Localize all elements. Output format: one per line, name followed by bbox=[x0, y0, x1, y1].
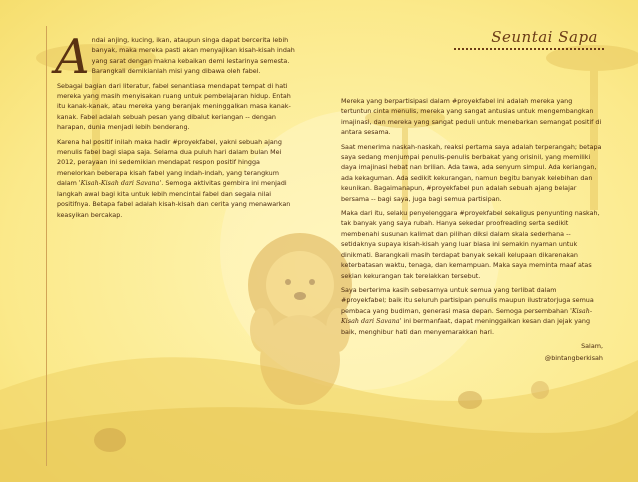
paragraph: Maka dari itu, selaku penyelenggara #proyekfabel sekaligus penyunting naskah, tak banyak yang saya rubah. Hanya sekedar proofreading serta sedikit membenahi susunan kalimat dan pilihan diksi dalam skala sederhana -- setidaknya supaya kisah-kisah yang luar biasa ini semakin nyaman untuk dinikmati. Barangkali masih terdapat banyak sekali kelupaan dikarenakan keterbatasan waktu, tenaga, dan kemampuan. Maka saya meminta maaf atas sekian kekurangan tak terelakkan tersebut. bbox=[341, 209, 600, 280]
paragraph bbox=[57, 137, 297, 220]
paragraph bbox=[341, 285, 603, 337]
paragraph-text: Saya berterima kasih sebesarnya untuk semua yang terlibat dalam #proyekfabel; baik itu seluruh partisipan penulis maupun ilustratorjuga semua pembaca yang budiman, generasi masa depan. Semoga persembahan bbox=[341, 285, 594, 315]
intro-paragraph bbox=[55, 29, 297, 85]
drop-cap: A bbox=[55, 29, 90, 85]
signature: @bintangberkisah bbox=[544, 354, 603, 363]
book-title: 'Kisah-Kisah dari Savana' bbox=[78, 179, 162, 188]
book-title: 'Kisah-Kisah dari Savana' bbox=[341, 306, 593, 326]
paragraph-tail: ini bermanfaat, dapat meninggalkan kesan dan jejak yang baik, menghibur hati dan menyemarakkan hari. bbox=[341, 317, 591, 336]
paragraph: Saat menerima naskah-naskah, reaksi pertama saya adalah terperangah; betapa saya sedang menjumpai penulis-penulis berbakat yang orisinil, yang memiliki daya imajinasi hebat nan brilian. Ada tawa, ada senyum simpul. Ada keriangan, ada kekaguman. Ada sedikit kekurangan, namun begitu banyak kelebihan dan keunikan. Bagaimanapun, #proyekfabel pun adalah sebuah ajang belajar bersama -- bagi saya, juga bagi semua partisipan. bbox=[341, 142, 602, 203]
signoff: Salam, bbox=[581, 341, 603, 350]
paragraph-tail: . Semoga aktivitas gembira ini menjadi langkah awal bagi kita untuk lebih mencintai fabel dan segala nilai positifnya. Betapa fabel adalah kisah-kisah dan cerita yang menawarkan keasyikan bercakap. bbox=[57, 179, 291, 219]
paragraph: Mereka yang berpartisipasi dalam #proyekfabel ini adalah mereka yang tertuntun cinta menulis, mereka yang sangat antusias untuk mengembangkan imajinasi, dan mereka yang sangat peduli untuk menebarkan semangat positif di antara sesama. bbox=[341, 97, 602, 137]
paragraph-text: ndai anjing, kucing, ikan, ataupun singa dapat bercerita lebih banyak, maka mereka pasti akan menyajikan kisah-kisah indah yang sarat dengan makna kebaikan demi lestarinya semesta. Barangkali demikianlah misi yang dibawa oleh fabel. bbox=[91, 36, 295, 76]
paragraph: Sebagai bagian dari literatur, fabel senantiasa mendapat tempat di hati mereka yang masih menyisakan ruang untuk pembelajaran hidup. Entah itu kanak-kanak, atau mereka yang beranjak meninggalkan masa kanak-kanak. Fabel adalah sebuah pesan yang dibalut keriangan -- dengan harapan, dunia menjadi lebih benderang. bbox=[57, 81, 291, 132]
left-margin-rule bbox=[46, 26, 47, 466]
right-text-column bbox=[341, 96, 603, 364]
paragraph-text: Karena hal positif inilah maka hadir #proyekfabel, yakni sebuah ajang menulis fabel bagi siapa saja. Selama dua puluh hari dalam bulan Mei 2012, perayaan ini sedemikian mendapat respon positif hingga menelorkan beberapa kisah fabel yang indah-indah, yang terangkum dalam bbox=[57, 137, 282, 188]
page-title: Seuntai Sapa bbox=[491, 28, 598, 46]
left-text-column bbox=[55, 29, 297, 224]
title-dotted-underline bbox=[454, 48, 604, 50]
